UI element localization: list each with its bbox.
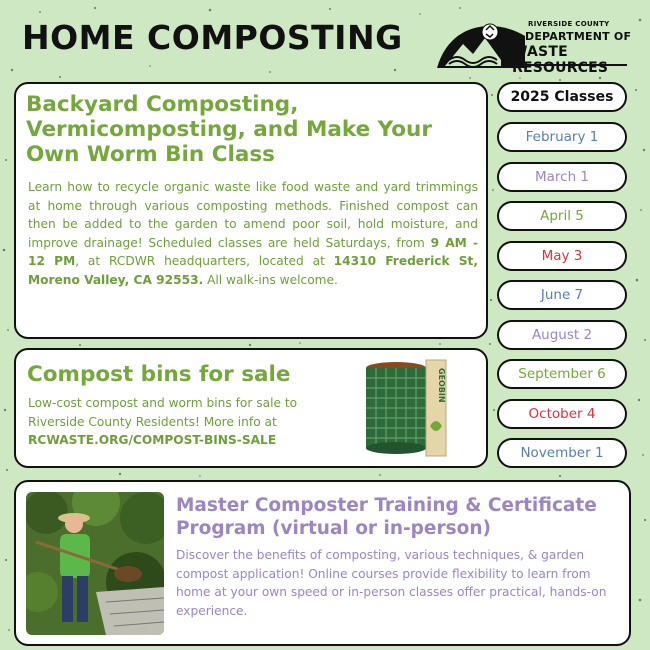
class-date-pill: November 1: [497, 438, 627, 468]
class-date-pill: September 6: [497, 359, 627, 389]
compost-bin-image: [360, 356, 452, 462]
class-date-pill: April 5: [497, 201, 627, 231]
bins-description: [28, 394, 348, 450]
page-title: HOME COMPOSTING: [22, 18, 403, 57]
master-heading: Master Composter Training & Certificate Program (virtual or in-person): [176, 495, 597, 539]
backyard-text-b: , at RCDWR headquarters, located at: [75, 254, 334, 268]
class-time: 9 AM - 12 PM: [28, 235, 479, 268]
class-date-pill: August 2: [497, 320, 627, 350]
backyard-description: [28, 178, 478, 289]
backyard-composting-card: [14, 82, 488, 339]
class-address: 14310 Frederick St, Moreno Valley, CA 92553.: [28, 254, 479, 287]
gardener-photo: [26, 492, 164, 635]
bins-heading: Compost bins for sale: [27, 362, 291, 387]
master-composter-card: [14, 480, 631, 646]
backyard-text-a: Learn how to recycle organic waste like food waste and yard trimmings at home through various composting methods. Finished compost can then be added to the garden to amend poor soil, hold moisture, and improve drainage! Scheduled classes are held Saturdays, from: [28, 180, 478, 250]
logo-line-1: RIVERSIDE COUNTY: [528, 20, 610, 28]
class-date-pill: October 4: [497, 399, 627, 429]
compost-bins-card: [14, 348, 488, 468]
logo-line-2: DEPARTMENT OF: [525, 30, 632, 43]
class-date-pill: March 1: [497, 162, 627, 192]
class-date-pill: May 3: [497, 241, 627, 271]
logo-line-3: WASTE RESOURCES: [512, 44, 609, 76]
backyard-heading: Backyard Composting, Vermicomposting, and Make Your Own Worm Bin Class: [26, 92, 432, 167]
backyard-text-c: All walk-ins welcome.: [203, 272, 338, 287]
class-date-pill: February 1: [497, 122, 627, 152]
master-description: Discover the benefits of composting, various techniques, & garden compost application! Online courses provide flexibility to learn from home at your own speed or in-person classes offer practical, hands-on experience.: [176, 548, 607, 618]
geobin-label: GEOBIN: [437, 368, 446, 403]
bins-text: Low-cost compost and worm bins for sale to Riverside County Residents! More info at: [28, 396, 298, 429]
classes-heading: 2025 Classes: [497, 82, 627, 112]
bins-sale-link[interactable]: RCWASTE.ORG/COMPOST-BINS-SALE: [28, 433, 277, 447]
class-date-pill: June 7: [497, 280, 627, 310]
